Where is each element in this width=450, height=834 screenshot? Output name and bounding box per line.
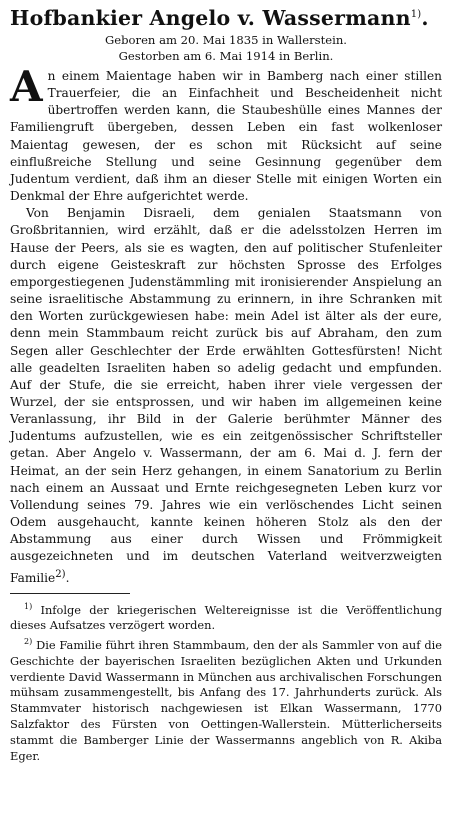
footnote-2-text: Die Familie führt ihren Stammbaum, den der als Sammler von auf die Geschichte der bayerischen Israeliten bezüglichen Akten und Urkunden verdiente David Wassermann in München aus archivalischen Forschungen mühsam zusammengestellt, bis Anfang des 17. Jahrhunderts zurück. Als Stammvater historisch nachgewiesen ist Elkan Wassermann, 1770 Salzfaktor des Fürsten von Oettingen-Wallerstein. Mütterlicherseits stammt die Bamberger Linie der Wassermanns angeblich von R. Akiba Eger. <box>10 637 443 763</box>
paragraph-2-text: Von Benjamin Disraeli, dem genialen Staatsmann von Großbritannien, wird erzählt, daß er die adelsstolzen Herren im Hause der Peers, als sie es wagten, den auf politischer Stufenleiter durch eigene Geisteskraft zur höchsten Sprosse des Erfolges emporgestiegenen Judenstämmling mit ironisierender Anspielung an seine israelitische Abstammung zu erinnern, in ihre Schranken mit den Worten zurückgewiesen habe: mein Adel ist älter als der eure, denn mein Stammbaum reicht zurück bis auf Abraham, den zum Segen aller Geschlechter der Erde erwählten Gottesfürsten! Nicht alle geadelten Israeliten haben so adelig gedacht und empfunden. Auf der Stufe, die sie erreicht, haben ihrer viele vergessen der Wurzel, der sie entsprossen, und wir haben im allgemeinen keine Veranlassung, ihr Bild in der Galerie berühmter Männer des Judentums aufzustellen, wie es ein zeitgenössischer Schriftsteller getan. Aber Angelo v. Wassermann, der am 6. Mai d. J. fern der Heimat, an der sein Herz gehangen, in einem Sanatorium zu Berlin nach einem an Aussaat und Ernte reichgesegneten Leben kurz vor Vollendung seines 79. Jahres wie ein verlöschendes Licht seinen Odem ausgehaucht, kannte keinen höheren Stolz als den der Abstammung aus einer durch Wissen und Frömmigkeit ausgezeichneten und im deutschen Vaterland weitverzweigten Familie <box>10 206 442 585</box>
footnote-divider <box>10 593 130 594</box>
paragraph-2-end: . <box>65 570 70 585</box>
footnote-2 <box>10 634 442 764</box>
article-title-text: Hofbankier Angelo v. Wassermann <box>10 6 411 30</box>
drop-cap: A <box>10 62 43 111</box>
paragraph-1 <box>10 62 442 205</box>
paragraph-2 <box>10 205 442 586</box>
article-title: Hofbankier Angelo v. Wassermann$^{1)}$. <box>10 6 429 30</box>
footnote-1-mark: 1) <box>24 601 33 611</box>
footnote-1 <box>10 599 442 634</box>
paragraph-2-footnote-ref: 2) <box>55 568 66 580</box>
title-footnote-ref: 1) <box>410 9 422 21</box>
paragraph-1-text: n einem Maientage haben wir in Bamberg nach einer stillen Trauerfeier, die an Einfachheit und Bescheidenheit nicht übertroffen werden kann, die Staubeshülle eines Mannes der Familiengruft übergeben, dessen Leben ein fast wolkenloser Maientag gewesen, der es schon mit Rücksicht auf seine einflußreiche Stellung und seine Gesinnung gegenüber dem Judentum verdient, daß ihm an dieser Stelle mit einigen Worten ein Denkmal der Ehre aufgerichtet werde. <box>10 69 442 204</box>
footnote-1-text: Infolge der kriegerischen Weltereignisse ist die Veröffentlichung dieses Aufsatzes verzögert worden. <box>10 602 443 633</box>
footnote-2-mark: 2) <box>24 637 33 647</box>
death-line: Gestorben am 6. Mai 1914 in Berlin. <box>118 49 334 63</box>
birth-line: Geboren am 20. Mai 1835 in Wallerstein. <box>105 33 347 47</box>
